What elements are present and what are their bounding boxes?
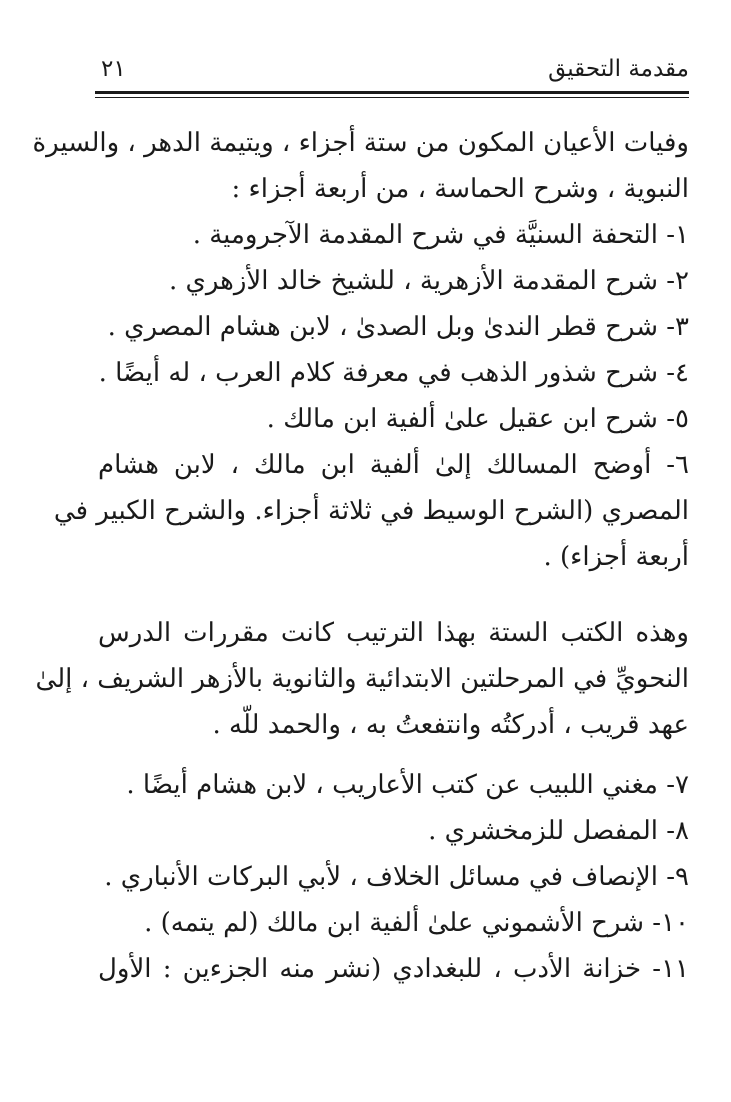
list-item: ١- التحفة السنيَّة في شرح المقدمة الآجرومية .	[192, 220, 689, 250]
middle-paragraph	[35, 610, 689, 748]
list-item: ٨- المفصل للزمخشري .	[428, 816, 689, 846]
list-item: ١٠- شرح الأشموني علىٰ ألفية ابن مالك (لم يتمه) .	[144, 908, 689, 938]
page-number: ٢١	[101, 56, 126, 82]
list-item: ٩- الإنصاف في مسائل الخلاف ، لأبي البركات الأنباري .	[104, 862, 689, 892]
running-title: مقدمة التحقيق	[548, 56, 689, 82]
list-item-6	[53, 442, 689, 580]
paragraph-gap	[98, 748, 689, 762]
list-item: ٧- مغني اللبيب عن كتب الأعاريب ، لابن هشام أيضًا .	[126, 770, 689, 800]
text-line: أربعة أجزاء) .	[543, 542, 689, 572]
list-item: ٢- شرح المقدمة الأزهرية ، للشيخ خالد الأزهري .	[168, 266, 689, 296]
book-list-b	[98, 762, 689, 992]
header-rule-thick	[95, 91, 689, 94]
list-item: ١١- خزانة الأدب ، للبغدادي (نشر منه الجزءين : الأول	[98, 954, 689, 984]
text-line: النبوية ، وشرح الحماسة ، من أربعة أجزاء :	[231, 174, 689, 204]
text-line: وفيات الأعيان المكون من ستة أجزاء ، ويتيمة الدهر ، والسيرة	[32, 128, 689, 158]
page-header	[95, 48, 689, 88]
header-rule-thin	[95, 97, 689, 98]
text-line: ٦- أوضح المسالك إلىٰ ألفية ابن مالك ، لابن هشام	[98, 450, 689, 480]
list-item: ٥- شرح ابن عقيل علىٰ ألفية ابن مالك .	[266, 404, 689, 434]
page-body	[32, 120, 689, 992]
paragraph-gap	[98, 580, 689, 610]
text-line: المصري (الشرح الوسيط في ثلاثة أجزاء. والشرح الكبير في	[53, 496, 689, 526]
text-line: وهذه الكتب الستة بهذا الترتيب كانت مقررات الدرس	[98, 618, 689, 648]
intro-paragraph	[32, 120, 689, 212]
book-list-a	[98, 212, 689, 442]
list-item: ٤- شرح شذور الذهب في معرفة كلام العرب ، له أيضًا .	[98, 358, 689, 388]
text-line: النحويِّ في المرحلتين الابتدائية والثانوية بالأزهر الشريف ، إلىٰ	[35, 664, 689, 694]
text-line: عهد قريب ، أدركتُه وانتفعتُ به ، والحمد للّه .	[212, 710, 689, 740]
list-item: ٣- شرح قطر الندىٰ وبل الصدىٰ ، لابن هشام المصري .	[107, 312, 689, 342]
